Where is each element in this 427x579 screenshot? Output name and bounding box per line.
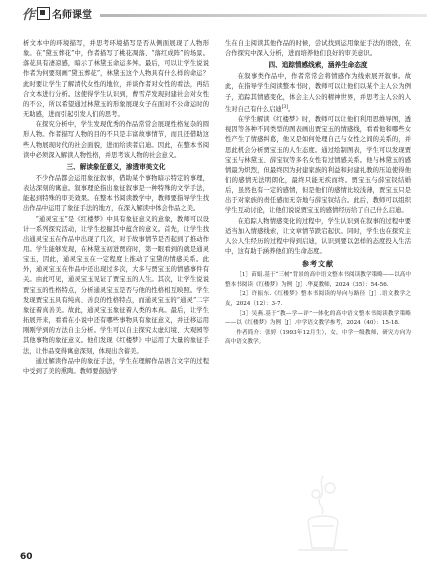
right-paragraph-3: 在学生解读《红楼梦》时，教师可以让他们利用思维导图，透视因等各种不同类型的图表画出贾宝玉的情感线，看看他和哪些女性产生了情感纠葛，他又是如何处理自己与女性之间的关系的，并思此机会分析贾宝玉的人生态度。通过绘制图表，学生可以发现贾宝玉与林黛玉、薛宝钗等多名女性有过情感关系。他与林黛玉的感情最为炽烈，但最终因为封建家族的利益和封建礼教的压迫使得他们的感情无法明朗化，最终只能无疾而终。贾宝玉与薛宝钗结婚后，虽然也有一定的感情，但是他们的感情比较浅薄，贾宝玉只是出于对家族的责任感而无奈地与薛宝钗结合。此后，教师可以组织学生互动讨论，让他们说说贾宝玉的感情经历给了自己什么启迪。 — [225, 116, 411, 215]
left-paragraph-2: 在探究分析中，学生发现优秀的作品常常会展现性格复杂的圆形人物。作者描写人物的目的不只是丰富故事情节，而且还借助这些人物展现时代的社会面貌，进而给读者启迪。因此，在整本书阅读中必须深入解读人物性格，并思考该人物的社会意义。 — [23, 121, 209, 159]
references-title: 参考文献 — [302, 260, 334, 269]
right-paragraph-1: 生在自主阅读其他作品的时候，尝试找到运用象征手法的语段，在合作探究中深入分析，进而培养他们良好的审美意识。 — [225, 40, 411, 58]
right-paragraph-2: 在叙事类作品中，作者常常会将情感作为线索展开叙事。故此，在指导学生阅读整本书时，教师可以让他们以某个主人公为例子，追踪其情感变化，体会主人公的精神世界，并思考主人公的人生对自己有什么启迪[3]。 — [225, 73, 411, 113]
header-logo-char: 作 — [22, 7, 36, 23]
right-column — [225, 39, 411, 348]
page-header — [0, 0, 427, 26]
author-note: 作者简介：张婷（1993年12月生），女，中学一级教师，研究方向为高中语文教学。 — [225, 329, 411, 346]
section-heading-4: 四、追踪情感线索，涵养生命态度 — [268, 61, 368, 70]
reference-item: ［3］吴燕.基于“教—学—评”一体化的高中语文整本书阅读教学策略——以《红楼梦》为例［J］.中学语文教学参考，2024（40）：15-18. — [225, 310, 411, 327]
right-paragraph-2-text: 在叙事类作品中，作者常常会将情感作为线索展开叙事。故此，在指导学生阅读整本书时，教师可以让他们以某个主人公为例子，追踪其情感变化，体会主人公的精神世界，并思考主人公的人生对自己有什么启迪 — [225, 73, 411, 113]
left-paragraph-3: 不少作品都会运用象征叙事，借助某个事物暗示特定的事理，表达深刻的寓意。叙事理论指出象征叙事是一种特殊的文学手法，能起到特殊的审美效果。在整本书阅读教学中，教师要指导学生找出作品中运用了象征手法的地方，在深入解读中体会作品之美。 — [23, 174, 209, 213]
left-paragraph-1: 析文本中的环境描写，并思考环境描写是否从侧面展现了人物形象。在“黛玉葬花”中，作者描写了桃花凋落、“落红成阵”的场景。落花具有凄凉感，暗示了林黛玉命运多舛。最后，可以让学生说说作者为何要刻画“黛玉葬花”，林黛玉这个人物具有什么样的命运？此时要让学生了解清代女性的地位，并谈作者对女性的看法，再结合文本进行分析。这使得学生认识到，曹雪芹发现封建社会对女性的不公，所以希望通过林黛玉的形象展现女子在面对不公命运时的无助感，进而引起引发人们的思考。 — [23, 40, 209, 119]
header-logo-box-icon — [37, 7, 50, 20]
faint-vase-stamp-icon — [286, 470, 361, 555]
right-paragraph-4: 在追踪人物情感变化的过程中，学生认识到在叙事的过程中要适当加入情感线索，让文章情节跌宕起伏。同时，学生也在探究主人公人生经历的过程中得到启迪，认识到要以怎样的态度投入生活中，这有助于涵养他们的生命态度。 — [225, 217, 411, 256]
citation-3: [3] — [281, 104, 289, 110]
header-logo — [22, 4, 92, 22]
page-number: 60 — [20, 552, 33, 562]
left-column — [23, 39, 209, 377]
section-heading-3: 三、解读象征意义，渗透审美文化 — [66, 162, 166, 171]
reference-item: ［1］苗娟.基于“三树”背景的高中语文整本书阅读教学策略——以高中整本书阅读《红楼梦》为例［J］.华夏教师，2024（35）：54-56. — [225, 272, 411, 288]
left-paragraph-5: 通过解读作品中的象征手法，学生在理解作品语言文字的过程中受到了美的熏陶。教师要鼓励学 — [23, 357, 209, 375]
left-paragraph-4: “通灵宝玉”是《红楼梦》中具有象征意义的意象，教师可以设计一系列探究活动，让学生挖掘其中蕴含的意义。首先，让学生找出通灵宝玉在作品中出现了几次，对于故事情节是否起到了推动作用。学生能够发现，在林黛玉初进贾府时，第一眼看到的就是通灵宝玉，因此，通灵宝玉在一定程度上推动了宝黛的情感关系。此外，通灵宝玉在作品中还出现过多次，大多与贾宝玉的情感事件有关。由此可见，通灵宝玉见证了贾宝玉的人生。其次，让学生说说贾宝玉的性格特点，分析通灵宝玉是否与他的性格相互映照。学生发现贾宝玉具有纯真、善良的性格特点，而通灵宝玉的“通灵”二字象征着真善美。故此，通灵宝玉象征着人类的本真。最后，让学生拓展开来，看看在小说中还有哪些事物具有象征意义，并迁移运用刚刚学到的方法自主分析。学生可以自主探究太虚幻境、大观园等其他事物的象征意义。他们发现《红楼梦》中运用了大量的象征手法，让作品变得寓意深刻，体现出含蓄美。 — [23, 215, 209, 355]
header-logo-text: 名师课堂 — [52, 9, 93, 21]
header-rule — [100, 14, 427, 17]
reference-item: ［2］许振东.《红楼梦》整本书阅读的导向与路径［J］.语文教学之友，2024（12）：3-7. — [225, 291, 411, 307]
